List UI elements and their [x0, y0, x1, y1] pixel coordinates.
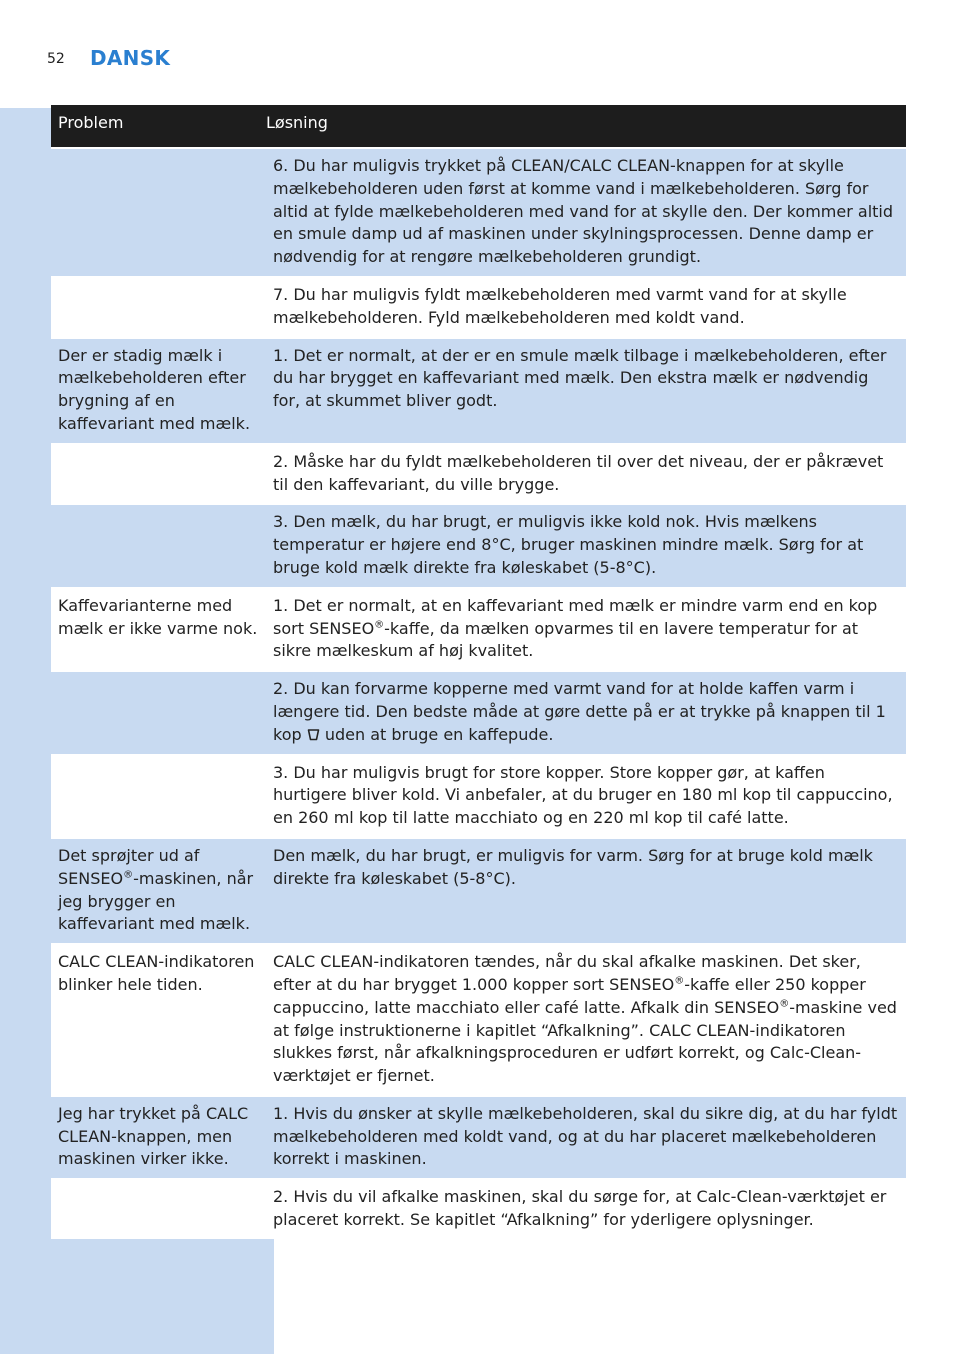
solution-text: uden at bruge en kaffepude. — [319, 724, 554, 744]
solution-text: 1. Det er normalt, at en kaffevariant med mælk er mindre varm end en kop sort SENSEO — [273, 595, 878, 638]
solution-cell: 7. Du har muligvis fyldt mælkebeholderen med varmt vand for at skylle mælkebeholderen. Fyld mælkebeholderen med koldt vand. — [273, 284, 847, 327]
table-header — [51, 105, 906, 147]
problem-cell — [51, 505, 265, 586]
problem-cell — [51, 756, 265, 837]
problem-text: -maskinen, når jeg brygger en kaffevariant med mælk. — [58, 868, 254, 934]
problem-cell — [51, 839, 265, 943]
solution-cell: 3. Den mælk, du har brugt, er muligvis ikke kold nok. Hvis mælkens temperatur er højere end 8°C, bruger maskinen mindre mælk. Sørg for at bruge kold mælk direkte fra køleskabet (5-8°C). — [273, 512, 864, 577]
registered-mark: ® — [779, 998, 790, 1010]
solution-cell — [265, 945, 906, 1095]
page-number: 52 — [47, 51, 65, 67]
problem-cell: Jeg har trykket på CALC CLEAN-knappen, men maskinen virker ikke. — [58, 1103, 249, 1169]
table-row — [51, 837, 906, 943]
troubleshooting-table — [51, 105, 906, 1239]
solution-cell: 3. Du har muligvis brugt for store kopper. Store kopper gør, at kaffen hurtigere bliver kold. Vi anbefaler, at du bruger en 180 ml kop til cappuccino, en 260 ml kop til latte macchiato og en 220 ml kop til café latte. — [273, 762, 893, 828]
table-row — [51, 1178, 906, 1239]
table-row — [51, 587, 906, 670]
solution-cell: 2. Hvis du vil afkalke maskinen, skal du sørge for, at Calc-Clean-værktøjet er placeret korrekt. Se kapitlet “Afkalkning” for yderligere oplysninger. — [273, 1187, 887, 1230]
registered-mark: ® — [123, 869, 134, 881]
solution-cell: 6. Du har muligvis trykket på CLEAN/CALC CLEAN-knappen for at skylle mælkebeholderen uden først at komme vand i mælkebeholderen. Sørg for altid at fylde mælkebeholderen med vand for at skylle den. Der kommer altid en smule damp ud af maskinen under skylningsprocessen. Denne damp er nødvendig for at rengøre mælkebeholderen grundigt. — [273, 156, 894, 267]
section-title: DANSK — [90, 46, 171, 70]
problem-cell — [51, 672, 265, 753]
table-row — [51, 503, 906, 586]
table-row — [51, 1095, 906, 1178]
problem-cell: Der er stadig mælk i mælkebeholderen efter brygning af en kaffevariant med mælk. — [58, 345, 251, 433]
solution-text: -kaffe, da mælken opvarmes til en lavere temperatur for at sikre mælkeskum af høj kvalitet. — [273, 618, 859, 661]
problem-cell — [51, 149, 265, 276]
solution-text: -maskine ved at følge instruktionerne i kapitlet “Afkalkning”. CALC CLEAN-indikatoren slukkes først, når afkalkningsproceduren er udført korrekt, og Calc-Clean-værktøjet er fjernet. — [273, 997, 897, 1086]
solution-text: 2. Du kan forvarme kopperne med varmt vand for at holde kaffen varm i længere tid. Den bedste måde at gøre dette på er at trykke på knappen til 1 kop — [273, 679, 886, 744]
solution-cell: 2. Måske har du fyldt mælkebeholderen til over det niveau, der er påkrævet til den kaffevariant, du ville brygge. — [273, 451, 884, 494]
solution-text: -kaffe eller 250 kopper cappuccino, latte macchiato eller café latte. Afkalk din SENSEO — [273, 974, 866, 1017]
one-cup-icon — [307, 725, 320, 738]
table-row — [51, 337, 906, 443]
registered-mark: ® — [374, 619, 385, 631]
registered-mark: ® — [674, 975, 685, 987]
table-row — [51, 276, 906, 337]
table-row — [51, 443, 906, 504]
solution-cell — [265, 672, 906, 753]
solution-cell: 1. Det er normalt, at der er en smule mælk tilbage i mælkebeholderen, efter du har brygget en kaffevariant med mælk. Den ekstra mælk er nødvendig for, at skummet bliver godt. — [273, 345, 887, 411]
header-problem: Problem — [58, 113, 124, 132]
solution-cell — [265, 589, 906, 670]
table-row — [51, 670, 906, 753]
table-row — [51, 943, 906, 1095]
problem-text: Det sprøjter ud af SENSEO — [58, 845, 200, 888]
header-solution: Løsning — [266, 113, 328, 132]
solution-cell: Den mælk, du har brugt, er muligvis for varm. Sørg for at bruge kold mælk direkte fra køleskabet (5-8°C). — [273, 845, 873, 888]
table-row — [51, 754, 906, 837]
table-row — [51, 147, 906, 276]
problem-cell: Kaffevarianterne med mælk er ikke varme nok. — [51, 589, 265, 670]
solution-text: CALC CLEAN-indikatoren tændes, når du skal afkalke maskinen. Det sker, efter at du har brygget 1.000 kopper sort SENSEO — [273, 952, 861, 994]
solution-cell: 1. Hvis du ønsker at skylle mælkebeholderen, skal du sikre dig, at du har fyldt mælkebeholderen med koldt vand, og at du har placeret mælkebeholderen korrekt i maskinen. — [273, 1103, 898, 1169]
problem-cell: CALC CLEAN-indikatoren blinker hele tiden. — [51, 945, 265, 1095]
problem-cell — [51, 445, 265, 504]
problem-cell — [51, 278, 265, 337]
problem-cell — [51, 1180, 265, 1239]
